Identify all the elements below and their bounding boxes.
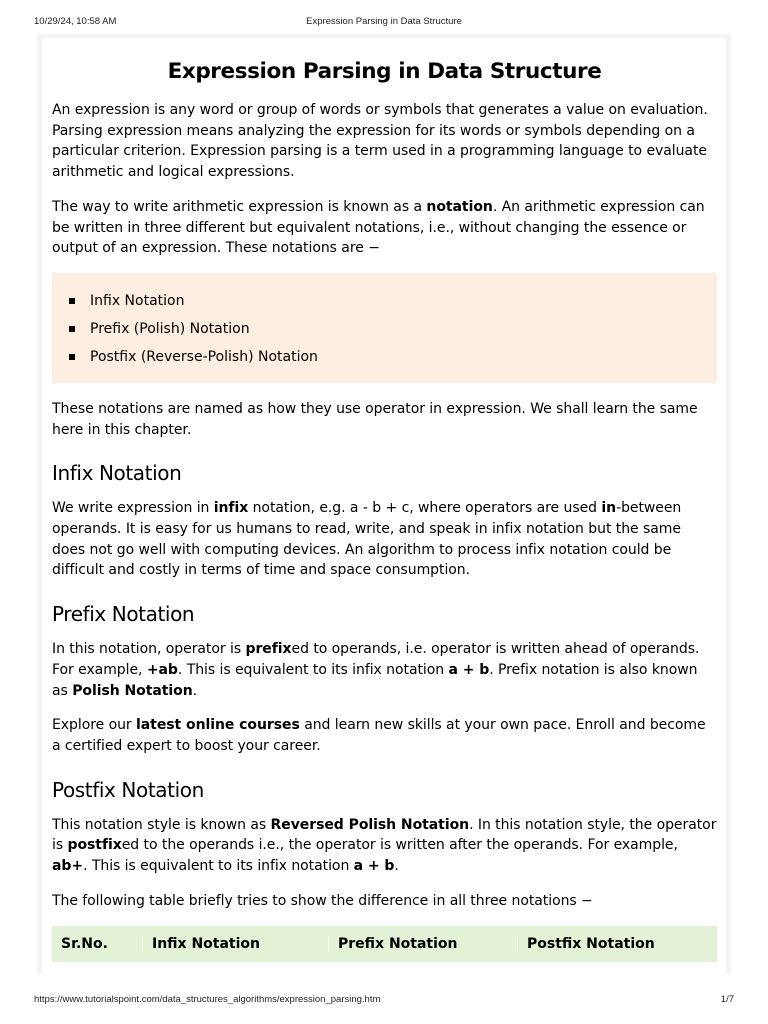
bold-run: Polish Notation xyxy=(72,682,193,699)
table-header-cell: Prefix Notation xyxy=(328,936,517,952)
table-header-cell: Postfix Notation xyxy=(517,936,717,952)
explore-paragraph xyxy=(52,715,717,756)
print-url: https://www.tutorialspoint.com/data_structures_algorithms/expression_parsing.htm xyxy=(34,994,381,1005)
text-run: . An arithmetic expression can be written in three different but equivalent notations, i.e., without changing the essence or output of an expression. These notations are − xyxy=(52,198,705,257)
article-card xyxy=(42,38,726,974)
bold-run: latest online courses xyxy=(136,717,300,734)
bold-run: ab+ xyxy=(52,858,84,875)
text-run: Explore our xyxy=(52,717,137,734)
table-header-cell: Infix Notation xyxy=(142,936,328,952)
notation-table-header xyxy=(52,926,717,962)
list-item xyxy=(52,343,717,371)
page-number: 1/7 xyxy=(720,994,734,1005)
infix-paragraph xyxy=(52,498,717,581)
intro-paragraph: An expression is any word or group of words or symbols that generates a value on evaluation. Parsing expression means analyzing the expression for its words or symbols depending on a particular criterion. Expression parsing is a term used in a programming language to evaluate arithmetic and logical expressions. xyxy=(52,102,708,181)
table-intro-paragraph: The following table briefly tries to show the difference in all three notations − xyxy=(52,892,593,909)
notation-list-box xyxy=(52,273,717,383)
list-item xyxy=(52,287,717,315)
text-run: . xyxy=(192,682,198,699)
bold-run: Reversed Polish Notation xyxy=(270,816,470,833)
bold-run: infix xyxy=(213,500,249,517)
bold-run: in xyxy=(601,500,617,517)
text-run: . Prefix notation is also known as xyxy=(52,661,698,699)
bold-run: prefix xyxy=(245,641,292,658)
text-run: This notation style is known as xyxy=(52,816,271,833)
list-item-label: Postfix (Reverse-Polish) Notation xyxy=(90,348,318,365)
bold-run: a + b xyxy=(448,661,490,678)
article-content xyxy=(52,38,717,962)
list-item-label: Infix Notation xyxy=(90,292,185,309)
square-bullet-icon xyxy=(69,298,75,304)
list-item-label: Prefix (Polish) Notation xyxy=(90,320,250,337)
postfix-paragraph xyxy=(52,815,717,877)
print-footer xyxy=(34,994,734,1008)
text-run: notation, e.g. a - b + c, where operators are used xyxy=(248,500,602,517)
print-doc-title: Expression Parsing in Data Structure xyxy=(306,16,462,27)
text-run: and learn new skills at your own pace. Enroll and become a certified expert to boost your career. xyxy=(52,717,706,754)
text-run: -between operands. It is easy for us humans to read, write, and speak in infix notation but the same does not go well with computing devices. An algorithm to process infix notation could be difficult and costly in terms of time and space consumption. xyxy=(52,500,682,579)
table-header-cell: Sr.No. xyxy=(61,936,108,953)
prefix-heading: Prefix Notation xyxy=(52,602,195,627)
square-bullet-icon xyxy=(69,326,75,332)
text-run: In this notation, operator is xyxy=(52,641,246,658)
postfix-heading: Postfix Notation xyxy=(52,777,204,802)
infix-heading: Infix Notation xyxy=(52,461,182,486)
notation-list xyxy=(52,287,717,371)
text-run: . xyxy=(394,858,399,875)
print-header xyxy=(34,16,734,30)
print-datetime: 10/29/24, 10:58 AM xyxy=(34,16,117,27)
text-run: . In this notation style, the operator is xyxy=(52,816,717,854)
text-run: . This is equivalent to its infix notation xyxy=(177,661,449,678)
square-bullet-icon xyxy=(69,354,75,360)
text-run: The way to write arithmetic expression is known as a xyxy=(52,198,427,215)
bold-run: postfix xyxy=(67,837,122,854)
text-run: ed to operands, i.e. operator is written ahead of operands. For example, xyxy=(52,641,700,678)
bold-run: notation xyxy=(426,198,493,215)
bold-run: a + b xyxy=(353,858,395,875)
prefix-paragraph xyxy=(52,639,717,701)
notation-paragraph xyxy=(52,197,717,259)
text-run: ed to the operands i.e., the operator is written after the operands. For example, xyxy=(121,837,678,854)
bold-run: +ab xyxy=(146,661,178,678)
list-item xyxy=(52,315,717,343)
text-run: . This is equivalent to its infix notation xyxy=(83,858,354,875)
text-run: We write expression in xyxy=(52,500,214,517)
page-title: Expression Parsing in Data Structure xyxy=(167,59,602,84)
named-paragraph: These notations are named as how they use operator in expression. We shall learn the same here in this chapter. xyxy=(52,400,698,438)
